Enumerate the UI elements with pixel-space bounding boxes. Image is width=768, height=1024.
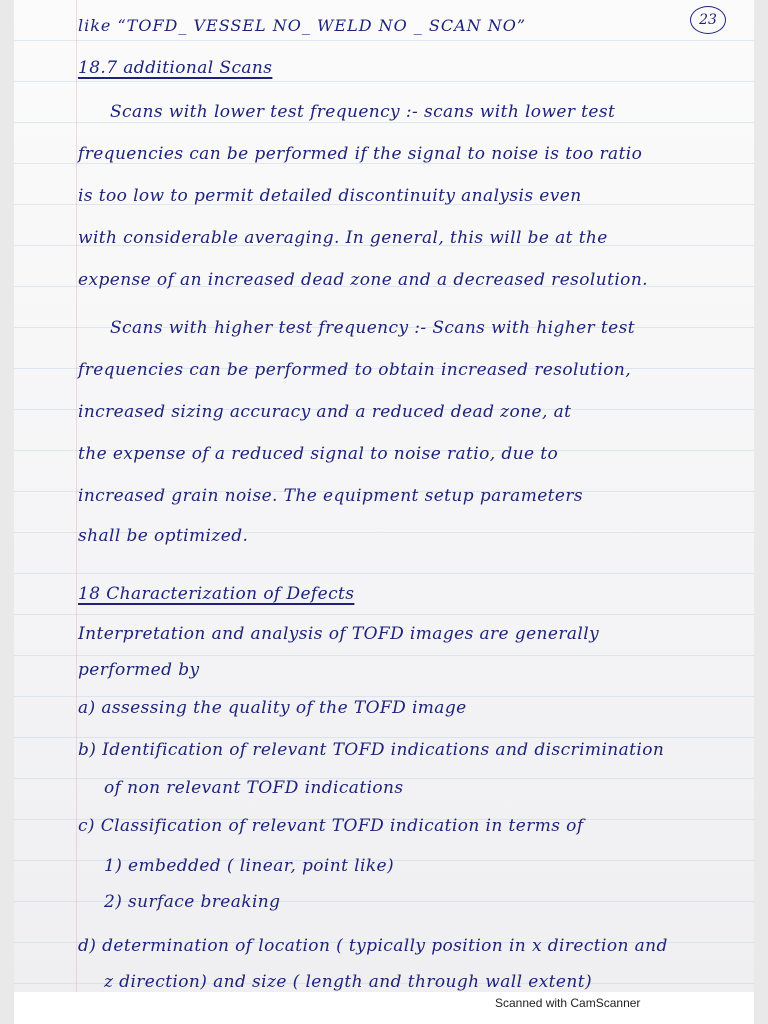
handwritten-line: frequencies can be performed if the signal to noise is too ratio [78, 144, 643, 164]
handwritten-line: d) determination of location ( typically position in x direction and [78, 936, 668, 956]
ruled-line [14, 573, 754, 574]
margin-line [76, 0, 77, 992]
ruled-line [14, 655, 754, 656]
ruled-line [14, 614, 754, 615]
handwritten-line: increased grain noise. The equipment setup parameters [78, 486, 584, 506]
handwritten-line: of non relevant TOFD indications [104, 778, 404, 798]
handwritten-line: with considerable averaging. In general, this will be at the [78, 228, 608, 248]
handwritten-line: frequencies can be performed to obtain increased resolution, [78, 360, 632, 380]
section-heading: 18 Characterization of Defects [78, 584, 355, 604]
handwritten-line: Scans with lower test frequency :- scans with lower test [110, 102, 616, 122]
ruled-line [14, 81, 754, 82]
page-number: 23 [690, 6, 726, 34]
ruled-line [14, 696, 754, 697]
handwritten-line: b) Identification of relevant TOFD indications and discrimination [78, 740, 665, 760]
ruled-line [14, 40, 754, 41]
handwritten-line: the expense of a reduced signal to noise ratio, due to [78, 444, 559, 464]
handwritten-line: Scans with higher test frequency :- Scans with higher test [110, 318, 635, 338]
handwritten-line: performed by [78, 660, 200, 680]
handwritten-line: z direction) and size ( length and through wall extent) [104, 972, 592, 992]
scanner-watermark: Scanned with CamScanner [495, 996, 641, 1010]
handwritten-line: expense of an increased dead zone and a decreased resolution. [78, 270, 648, 290]
handwritten-line: a) assessing the quality of the TOFD image [78, 698, 467, 718]
handwritten-line: 2) surface breaking [104, 892, 281, 912]
handwritten-line: like “TOFD_ VESSEL NO_ WELD NO _ SCAN NO” [78, 16, 527, 35]
section-heading: 18.7 additional Scans [78, 58, 273, 78]
handwritten-line: increased sizing accuracy and a reduced dead zone, at [78, 402, 572, 422]
scan-footer-area [14, 992, 754, 1024]
ruled-line [14, 737, 754, 738]
handwritten-line: c) Classification of relevant TOFD indication in terms of [78, 816, 584, 836]
handwritten-line: 1) embedded ( linear, point like) [104, 856, 395, 876]
ruled-line [14, 122, 754, 123]
handwritten-line: shall be optimized. [78, 526, 249, 546]
handwritten-line: Interpretation and analysis of TOFD images are generally [78, 624, 600, 644]
handwritten-line: is too low to permit detailed discontinuity analysis even [78, 186, 582, 206]
scanned-page [14, 0, 754, 992]
